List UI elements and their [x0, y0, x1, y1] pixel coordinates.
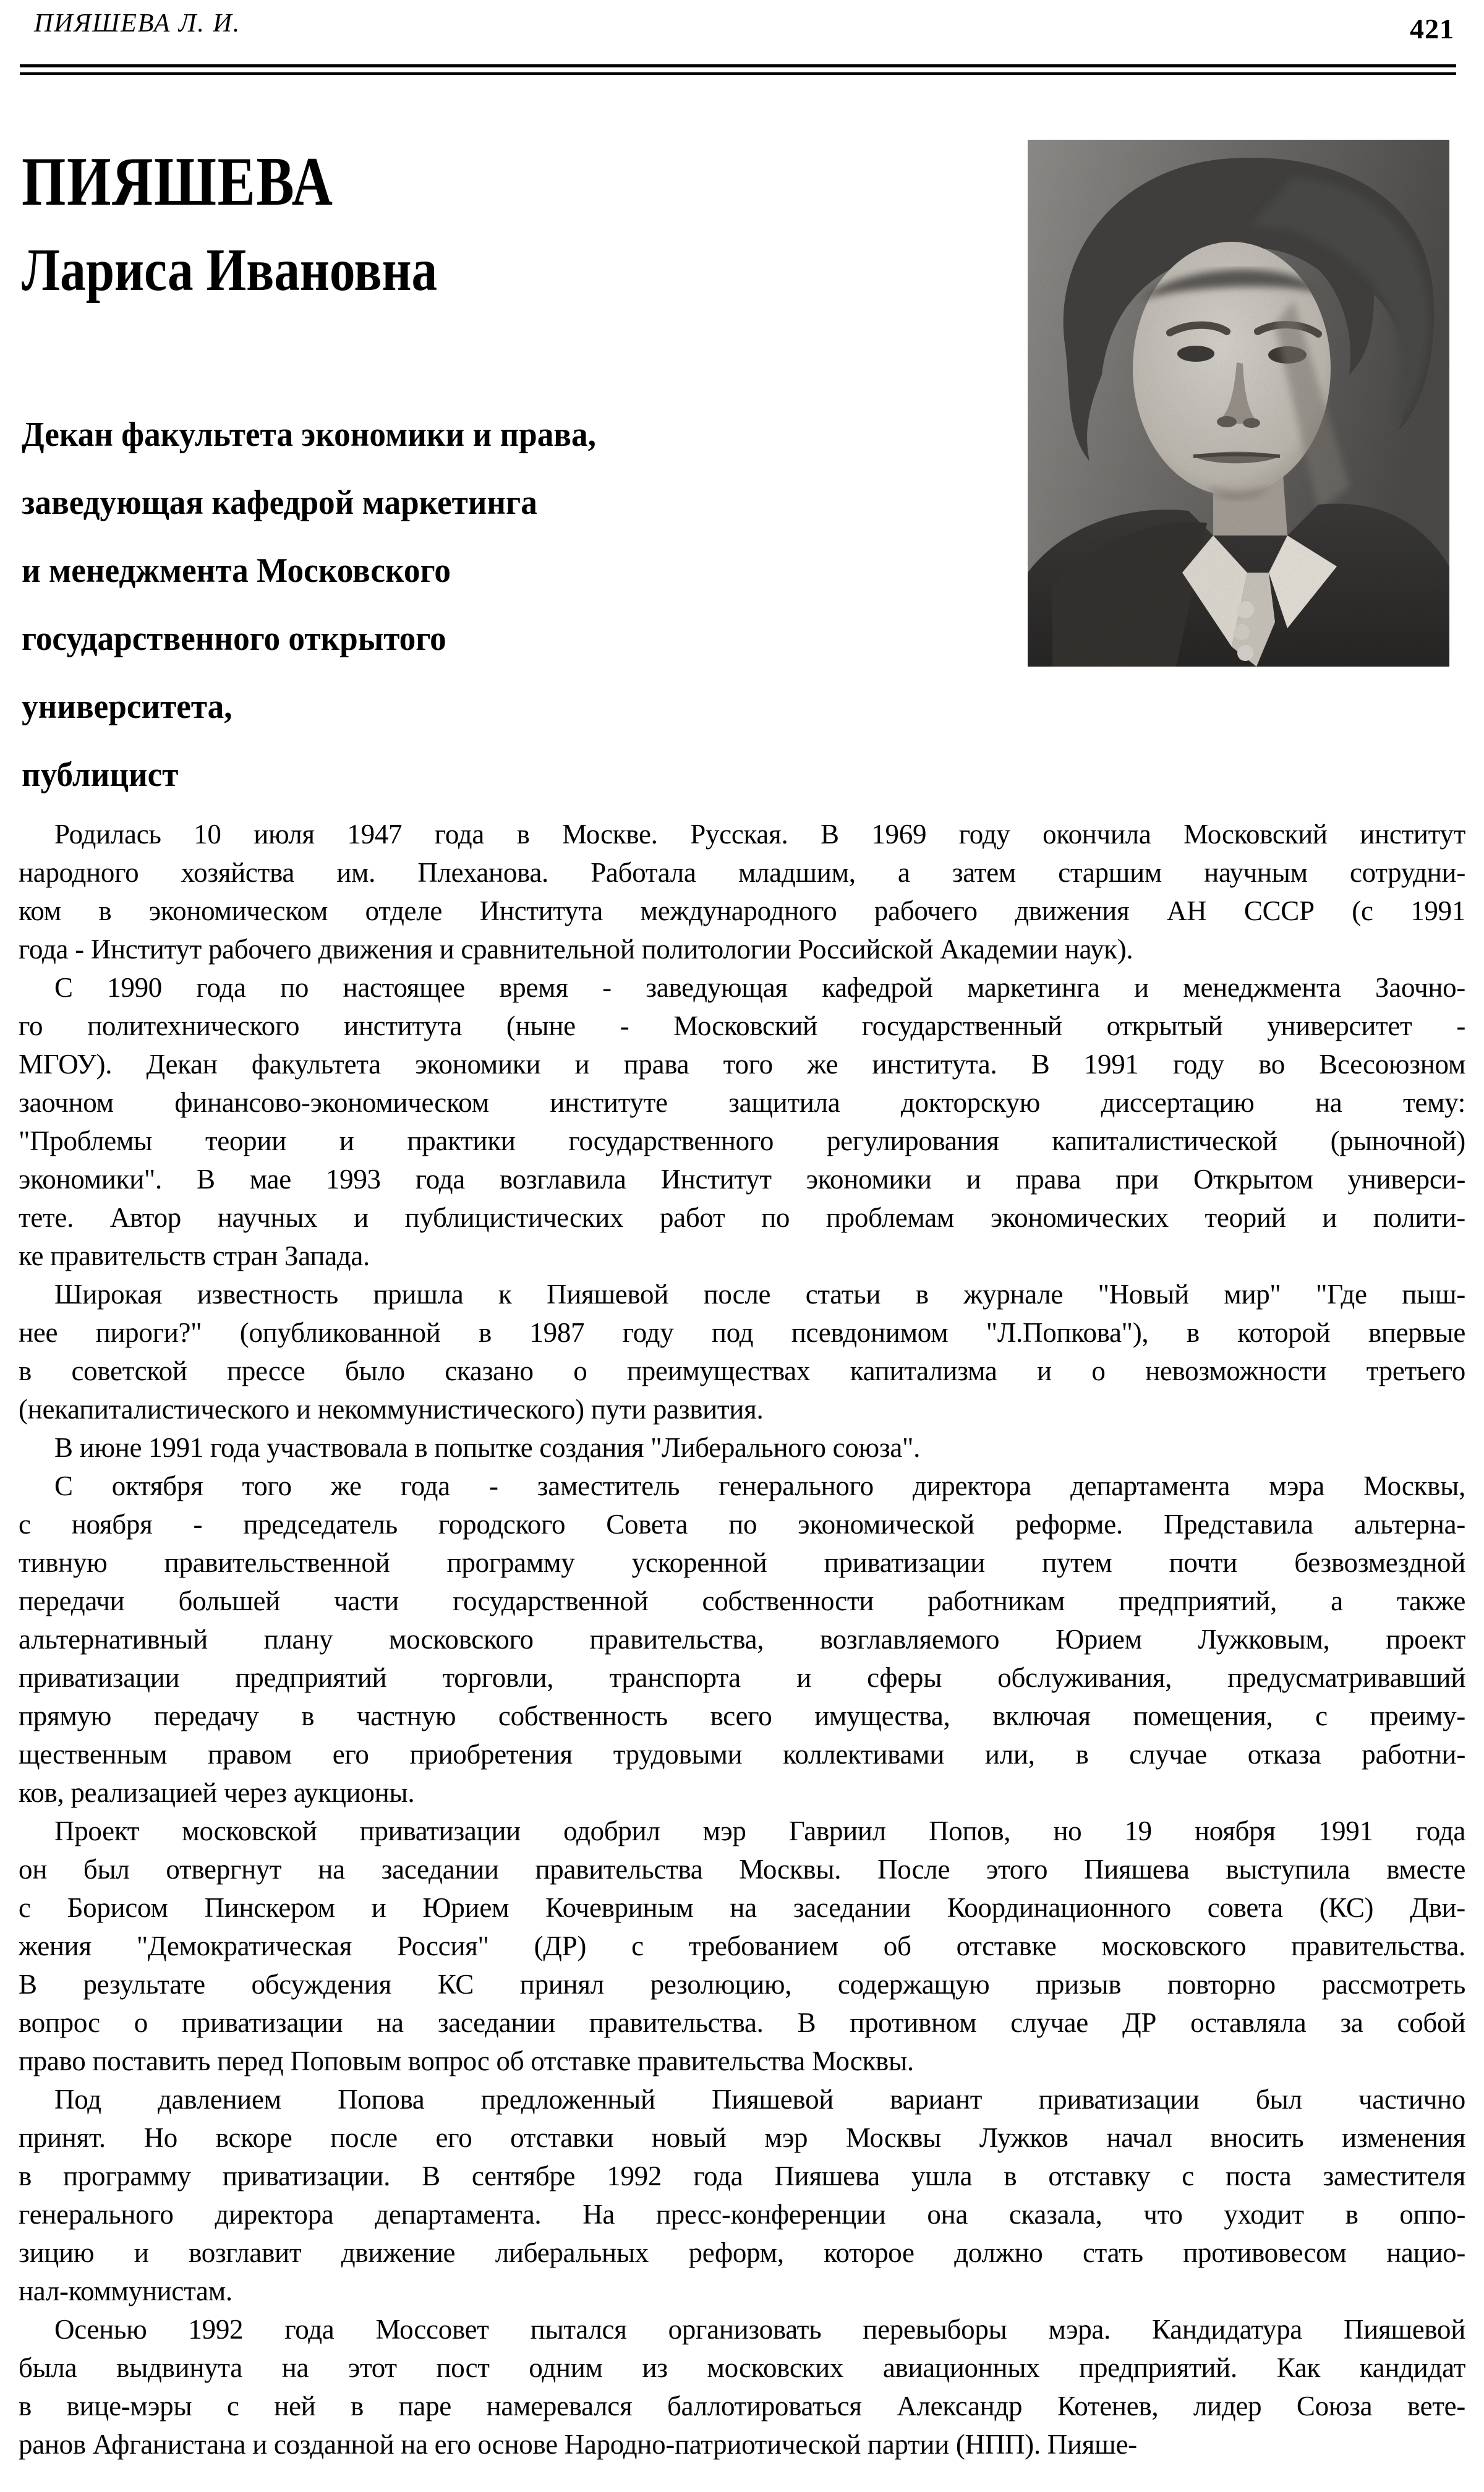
- body-line: В результате обсуждения КС принял резолюцию, содержащую призыв повторно рассмотреть: [19, 1969, 1465, 2000]
- paragraph: [19, 1812, 1465, 2080]
- body-line: го политехнического института (ныне - Московский государственный открытый университет -: [19, 1010, 1465, 1041]
- body-line: прямую передачу в частную собственность всего имущества, включая помещения, с преиму-: [19, 1700, 1465, 1731]
- body-line: вопрос о приватизации на заседании правительства. В противном случае ДР оставляла за собой: [19, 2007, 1465, 2038]
- subtitle-line: публицист: [22, 756, 179, 794]
- portrait-photo: [1028, 140, 1449, 667]
- body-line: жения "Демократическая Россия" (ДР) с требованием об отставке московского правительства.: [19, 1931, 1465, 1961]
- body-line: Широкая известность пришла к Пияшевой после статьи в журнале "Новый мир" "Где пыш-: [54, 1279, 1465, 1310]
- body-line: с ноября - председатель городского Совета по экономической реформе. Представила альтерна-: [19, 1509, 1465, 1540]
- body-line: заочном финансово-экономическом институте защитила докторскую диссертацию на тему:: [19, 1087, 1465, 1118]
- body-line: ков, реализацией через аукционы.: [19, 1777, 415, 1808]
- paragraph: [19, 1467, 1465, 1812]
- body-line: с Борисом Пинскером и Юрием Кочевриным на заседании Координационного совета (КС) Дви-: [19, 1892, 1465, 1923]
- paragraph: [19, 2080, 1465, 2310]
- body-line: С 1990 года по настоящее время - заведующая кафедрой маркетинга и менеджмента Заочно-: [54, 972, 1465, 1003]
- entry-subtitle: [22, 401, 986, 809]
- body-line: нее пироги?" (опубликованной в 1987 году под псевдонимом "Л.Попкова"), в которой впервые: [19, 1317, 1465, 1348]
- body-line: альтернативный плану московского правительства, возглавляемого Юрием Лужковым, проект: [19, 1624, 1465, 1655]
- body-line: Под давлением Попова предложенный Пияшевой вариант приватизации был частично: [54, 2084, 1465, 2115]
- header-double-rule: [20, 64, 1456, 75]
- body-line: нал-коммунистам.: [19, 2276, 232, 2306]
- paragraph: [19, 1275, 1465, 1428]
- body-line: тивную правительственной программу ускоренной приватизации путем почти безвозмездной: [19, 1547, 1465, 1578]
- page-number: 421: [1410, 13, 1454, 45]
- body-line: В июне 1991 года участвовала в попытке создания "Либерального союза".: [54, 1432, 921, 1463]
- body-line: народного хозяйства им. Плеханова. Работала младшим, а затем старшим научным сотрудни-: [19, 857, 1465, 888]
- body-line: он был отвергнут на заседании правительства Москвы. После этого Пияшева выступила вместе: [19, 1854, 1465, 1885]
- body-line: Осенью 1992 года Моссовет пытался организовать перевыборы мэра. Кандидатура Пияшевой: [54, 2314, 1465, 2345]
- body-line: щественным правом его приобретения трудовыми коллективами или, в случае отказа работни-: [19, 1739, 1465, 1770]
- subtitle-line: и менеджмента Московского: [22, 552, 451, 590]
- body-line: ком в экономическом отделе Института международного рабочего движения АН СССР (с 1991: [19, 895, 1465, 926]
- rule-line-top: [20, 64, 1456, 67]
- subtitle-line: государственного открытого: [22, 620, 446, 658]
- subtitle-line: университета,: [22, 688, 232, 726]
- body-line: право поставить перед Поповым вопрос об отставке правительства Москвы.: [19, 2046, 914, 2076]
- body-line: Родилась 10 июля 1947 года в Москве. Русская. В 1969 году окончила Московский институт: [54, 819, 1465, 850]
- subtitle-line: заведующая кафедрой маркетинга: [22, 484, 537, 522]
- body-line: "Проблемы теории и практики государственного регулирования капиталистической (рыночной): [19, 1125, 1465, 1156]
- paragraph: [19, 968, 1465, 1275]
- body-line: была выдвинута на этот пост одним из московских авиационных предприятий. Как кандидат: [19, 2352, 1465, 2383]
- portrait-photo-art: [1028, 140, 1449, 667]
- body-line: принят. Но вскоре после его отставки новый мэр Москвы Лужков начал вносить изменения: [19, 2122, 1465, 2153]
- body-text: [19, 815, 1465, 2464]
- body-line: в советской прессе было сказано о преимуществах капитализма и о невозможности третьего: [19, 1355, 1465, 1386]
- body-line: генерального директора департамента. На пресс-конференции она сказала, что уходит в оппо-: [19, 2199, 1465, 2230]
- running-header: ПИЯШЕВА Л. И.: [34, 9, 241, 38]
- body-line: МГОУ). Декан факультета экономики и права того же института. В 1991 году во Всесоюзном: [19, 1049, 1465, 1080]
- paragraph: [19, 1428, 1465, 1467]
- body-line: года - Институт рабочего движения и сравнительной политологии Российской Академии наук).: [19, 934, 1133, 965]
- body-line: Проект московской приватизации одобрил мэр Гавриил Попов, но 19 ноября 1991 года: [54, 1816, 1465, 1846]
- paragraph: [19, 815, 1465, 968]
- body-line: в программу приватизации. В сентябре 1992 года Пияшева ушла в отставку с поста заместителя: [19, 2161, 1465, 2191]
- body-line: приватизации предприятий торговли, транспорта и сферы обслуживания, предусматривавший: [19, 1662, 1465, 1693]
- body-line: ранов Афганистана и созданной на его основе Народно-патриотической партии (НПП). Пияше-: [19, 2429, 1137, 2460]
- body-line: в вице-мэры с ней в паре намеревался баллотироваться Александр Котенев, лидер Союза вете-: [19, 2391, 1465, 2422]
- body-line: (некапиталистического и некоммунистического) пути развития.: [19, 1394, 764, 1425]
- subtitle-line: Декан факультета экономики и права,: [22, 416, 596, 454]
- entry-surname: ПИЯШЕВА: [22, 143, 334, 220]
- body-line: экономики". В мае 1993 года возглавила Институт экономики и права при Открытом универси-: [19, 1164, 1465, 1195]
- body-line: ке правительств стран Запада.: [19, 1240, 370, 1271]
- body-line: передачи большей части государственной собственности работникам предприятий, а также: [19, 1585, 1465, 1616]
- body-line: С октября того же года - заместитель генерального директора департамента мэра Москвы,: [54, 1470, 1465, 1501]
- rule-line-bottom: [20, 72, 1456, 75]
- body-line: зицию и возглавит движение либеральных реформ, которое должно стать противовесом нацио-: [19, 2237, 1465, 2268]
- entry-given-names: Лариса Ивановна: [22, 237, 438, 304]
- body-line: тете. Автор научных и публицистических работ по проблемам экономических теорий и полити-: [19, 1202, 1465, 1233]
- paragraph: [19, 2310, 1465, 2464]
